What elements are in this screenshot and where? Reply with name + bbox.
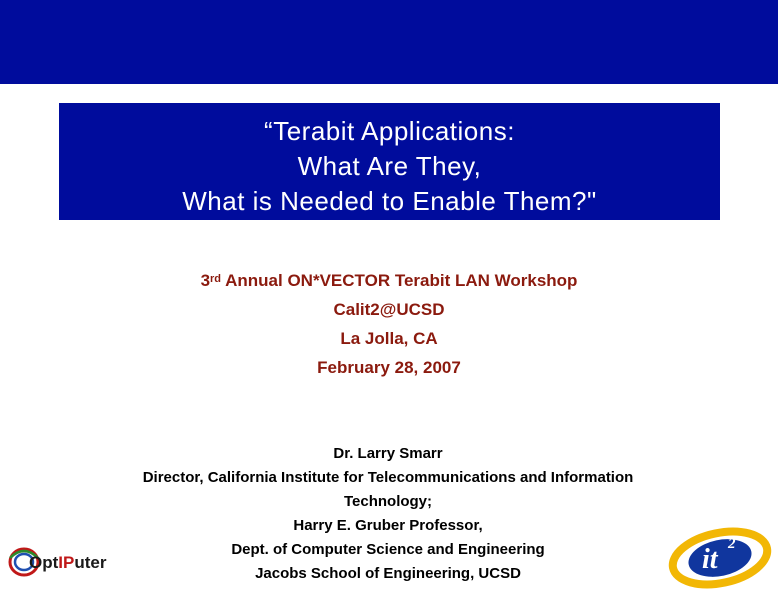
svg-text:OptIPuter: [29, 553, 107, 572]
speaker-role-2: Harry E. Gruber Professor,: [293, 517, 483, 534]
event-ordinal-suffix: rd: [210, 273, 222, 285]
event-info: [0, 266, 778, 382]
calit2-sup: 2: [728, 536, 736, 552]
speaker-role-1: Director, California Institute for Telecommunications and Information Technology;: [142, 469, 634, 510]
optiputer-logo: [4, 536, 122, 586]
calit2-logo: [668, 514, 776, 590]
optiputer-ip: IP: [58, 553, 75, 572]
title-line-2: What Are They,: [297, 151, 482, 181]
title-line-1: “Terabit Applications:: [264, 116, 515, 146]
event-venue: Calit2@UCSD: [333, 300, 445, 319]
event-location: La Jolla, CA: [340, 329, 438, 348]
optiputer-uter: uter: [74, 553, 107, 572]
top-band: [0, 0, 778, 84]
optiputer-opt: Opt: [29, 553, 59, 572]
speaker-role-4: Jacobs School of Engineering, UCSD: [255, 565, 521, 582]
event-ordinal-number: 3: [200, 271, 211, 290]
calit2-it: it: [702, 544, 718, 575]
speaker-role-3: Dept. of Computer Science and Engineering: [231, 541, 545, 558]
title-banner: [59, 103, 720, 220]
calit2-swoosh-icon: [668, 524, 772, 590]
event-name: [0, 266, 778, 295]
speaker-name: Dr. Larry Smarr: [333, 445, 443, 462]
event-date: February 28, 2007: [317, 358, 461, 377]
speaker-info: [130, 442, 646, 586]
event-title: Annual ON*VECTOR Terabit LAN Workshop: [221, 271, 578, 290]
title-line-3: What is Needed to Enable Them?": [182, 186, 597, 216]
